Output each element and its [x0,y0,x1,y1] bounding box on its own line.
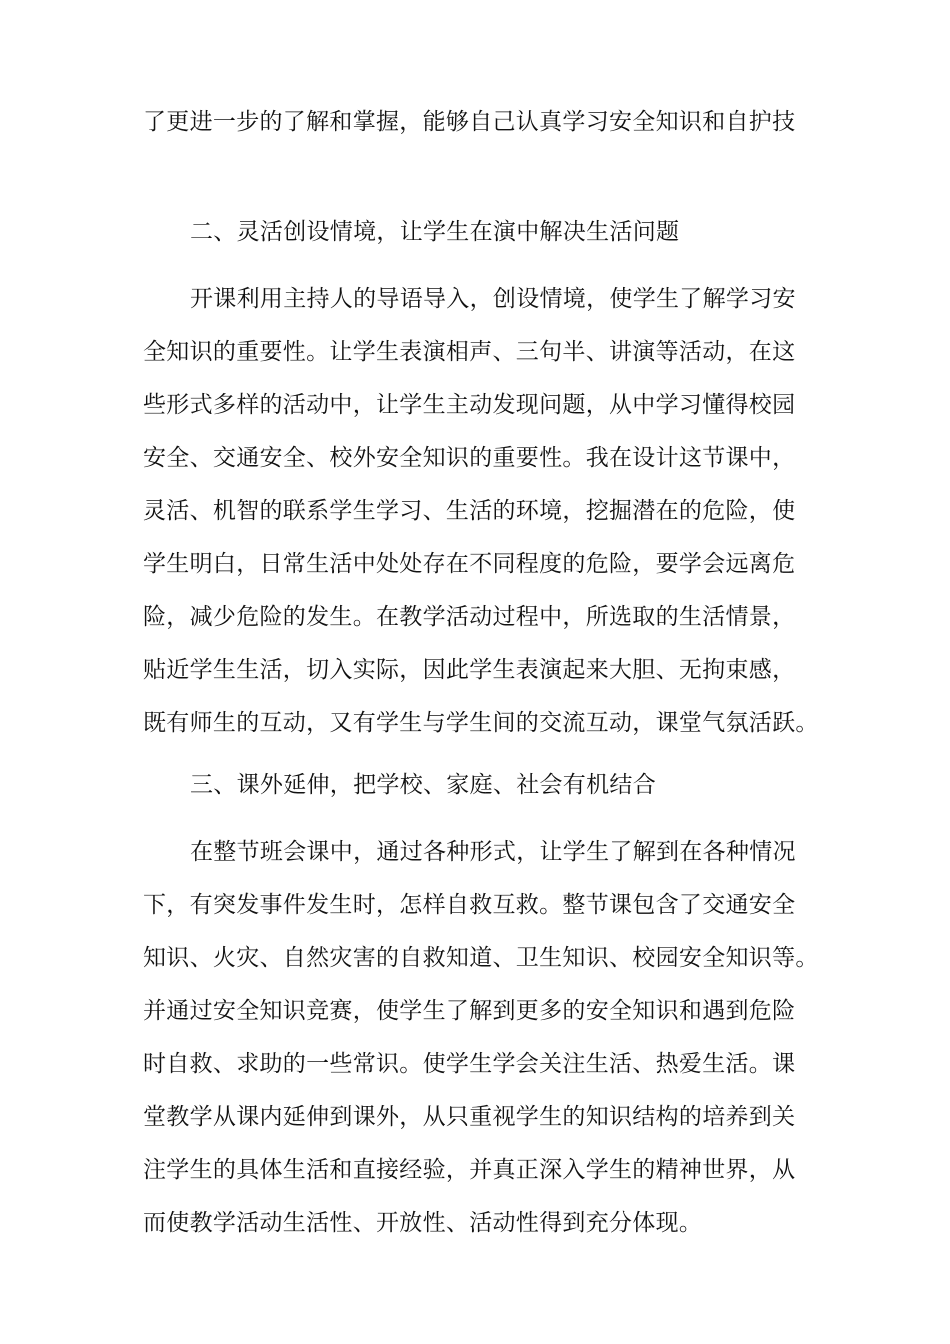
paragraph-line: 注学生的具体生活和直接经验，并真正深入学生的精神世界，从 [143,1157,796,1183]
paragraph-line: 既有师生的互动，又有学生与学生间的交流互动，课堂气氛活跃。 [143,710,819,736]
paragraph-line: 开课利用主持人的导语导入，创设情境，使学生了解学习安 [190,286,796,312]
section-heading-3: 三、课外延伸，把学校、家庭、社会有机结合 [190,772,656,798]
paragraph-line: 知识、火灾、自然灾害的自救知道、卫生知识、校园安全知识等。 [143,945,819,971]
paragraph-line: 下，有突发事件发生时，怎样自救互救。整节课包含了交通安全 [143,892,796,918]
paragraph-line: 灵活、机智的联系学生学习、生活的环境，挖掘潜在的危险，使 [143,498,796,524]
paragraph-line: 学生明白，日常生活中处处存在不同程度的危险，要学会远离危 [143,551,796,577]
paragraph-line: 些形式多样的活动中，让学生主动发现问题，从中学习懂得校园 [143,392,796,418]
paragraph-line: 堂教学从课内延伸到课外，从只重视学生的知识结构的培养到关 [143,1104,796,1130]
paragraph-line: 而使教学活动生活性、开放性、活动性得到充分体现。 [143,1210,703,1236]
section-heading-2: 二、灵活创设情境，让学生在演中解决生活问题 [190,219,680,245]
paragraph-line: 险，减少危险的发生。在教学活动过程中，所选取的生活情景， [143,604,796,630]
body-text-line: 了更进一步的了解和掌握，能够自己认真学习安全知识和自护技 [143,109,796,135]
paragraph-line: 在整节班会课中，通过各种形式，让学生了解到在各种情况 [190,839,796,865]
paragraph-line: 并通过安全知识竞赛，使学生了解到更多的安全知识和遇到危险 [143,998,796,1024]
paragraph-line: 贴近学生生活，切入实际，因此学生表演起来大胆、无拘束感， [143,657,796,683]
paragraph-line: 全知识的重要性。让学生表演相声、三句半、讲演等活动，在这 [143,339,796,365]
paragraph-line: 时自救、求助的一些常识。使学生学会关注生活、热爱生活。课 [143,1051,796,1077]
paragraph-line: 安全、交通安全、校外安全知识的重要性。我在设计这节课中， [143,445,796,471]
